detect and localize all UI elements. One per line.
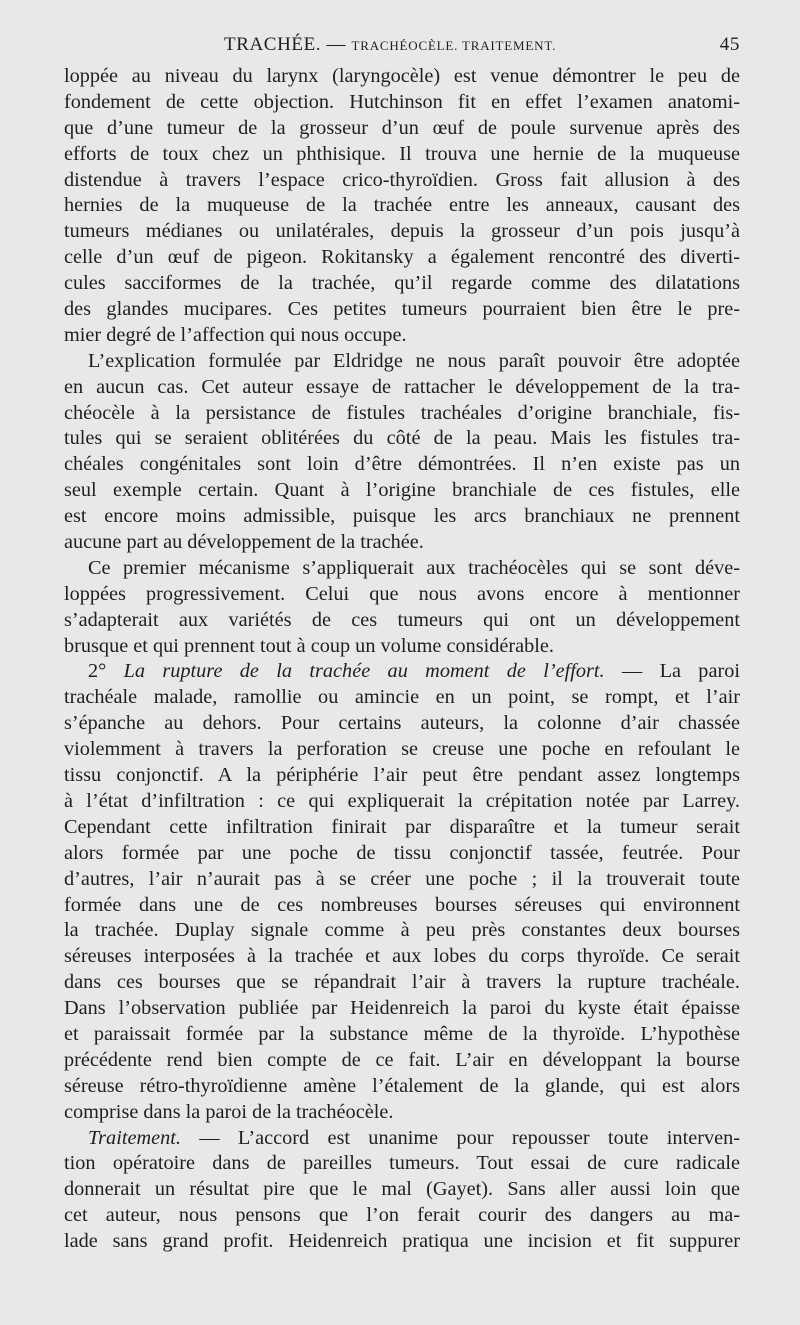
text-line: à l’état d’infiltration : ce qui expliquerait la crépitation notée par Larrey. [64, 789, 740, 812]
text-line: tumeurs médianes ou unilatérales, depuis la grosseur d’un pois jusqu’à [64, 220, 740, 243]
text-line: seul exemple certain. Quant à l’origine branchiale de ces fistules, elle [64, 479, 740, 502]
text-line: cules sacciformes de la trachée, qu’il regarde comme des dilatations [64, 272, 740, 295]
header-title-sub: TRACHÉOCÈLE. TRAITEMENT. [351, 38, 557, 53]
text-line: précédente rend bien compte de ce fait. L’air en développant la bourse [64, 1048, 740, 1071]
body-text [64, 64, 740, 1255]
text-line: loppée au niveau du larynx (laryngocèle) est venue démontrer le peu de [64, 65, 740, 87]
text-line: d’autres, l’air n’aurait pas à se créer une poche ; il la trouverait toute [64, 867, 740, 890]
text-line: efforts de toux chez un phthisique. Il trouva une hernie de la muqueuse [64, 142, 740, 165]
text-line: séreuse rétro-thyroïdienne amène l’étalement de la glande, qui est alors [64, 1074, 740, 1097]
section-heading-italic: La rupture de la trachée au moment de l’effort. [123, 660, 605, 683]
text-line: est encore moins admissible, puisque les arcs branchiaux ne prennent [64, 505, 740, 528]
running-header [64, 30, 740, 62]
text-line: formée dans une de ces nombreuses bourses séreuses qui environnent [64, 893, 740, 916]
text-line: tion opératoire dans de pareilles tumeurs. Tout essai de cure radicale [64, 1152, 740, 1175]
text-line: fondement de cette objection. Hutchinson fit en effet l’examen anatomi- [64, 90, 740, 113]
text-line: violemment à travers la perforation se creuse une poche en refoulant le [64, 738, 740, 761]
section-heading-italic: Traitement. [88, 1126, 181, 1149]
text-line: L’explication formulée par Eldridge ne nous paraît pouvoir être adoptée [88, 349, 740, 372]
running-title [224, 34, 556, 56]
text-line: tissu conjonctif. A la périphérie l’air peut être pendant assez longtemps [64, 764, 740, 787]
text-line: Dans l’observation publiée par Heidenreich la paroi du kyste était épaisse [64, 997, 740, 1020]
line-text-pre: 2° [88, 660, 124, 683]
text-line: lade sans grand profit. Heidenreich pratiqua une incision et fit suppurer [64, 1230, 740, 1253]
text-line: hernies de la muqueuse de la trachée entre les anneaux, causant des [64, 194, 740, 217]
text-line [64, 1126, 740, 1152]
text-line: des glandes mucipares. Ces petites tumeurs pourraient bien être le pre- [64, 298, 740, 321]
text-line: donnerait un résultat pire que le mal (Gayet). Sans aller aussi loin que [64, 1178, 740, 1201]
text-line: cet auteur, nous pensons que l’on ferait courir des dangers au ma- [64, 1204, 740, 1227]
text-line: alors formée par une poche de tissu conjonctif tassée, feutrée. Pour [64, 841, 740, 864]
line-text-post: — L’accord est unanime pour repousser toute interven- [180, 1126, 740, 1149]
text-line: brusque et qui prennent tout à coup un volume considérable. [64, 634, 554, 657]
text-line: chéocèle à la persistance de fistules trachéales d’origine branchiale, fis- [64, 401, 740, 424]
text-line: dans ces bourses que se répandrait l’air à travers la rupture trachéale. [64, 971, 740, 994]
header-title-main: TRACHÉE. [224, 34, 322, 55]
text-line: la trachée. Duplay signale comme à peu près constantes deux bourses [64, 919, 740, 942]
text-line: tules qui se seraient oblitérées du côté de la peau. Mais les fistules tra- [64, 427, 740, 450]
text-line: trachéale malade, ramollie ou amincie en un point, se rompt, et l’air [64, 686, 740, 709]
text-line: Ce premier mécanisme s’appliquerait aux trachéocèles qui se sont déve- [88, 556, 740, 579]
text-line: et paraissait formée par la substance même de la thyroïde. L’hypothèse [64, 1022, 740, 1045]
text-line [64, 659, 740, 685]
page-number: 45 [719, 34, 740, 55]
text-line: s’épanche au dehors. Pour certains auteurs, la colonne d’air chassée [64, 712, 740, 735]
text-line: Cependant cette infiltration finirait par disparaître et la tumeur serait [64, 815, 740, 838]
text-line: que d’une tumeur de la grosseur d’un œuf de poule survenue après des [64, 116, 740, 139]
text-line: en aucun cas. Cet auteur essaye de rattacher le développement de la tra- [64, 375, 740, 398]
text-line: s’adapterait aux variétés de ces tumeurs qui ont un développement [64, 608, 740, 631]
text-line: séreuses interposées à la trachée et aux lobes du corps thyroïde. Ce serait [64, 945, 740, 968]
text-line: aucune part au développement de la trachée. [64, 531, 424, 554]
text-line: distendue à travers l’espace crico-thyroïdien. Gross fait allusion à des [64, 168, 740, 191]
line-text-post: — La paroi [604, 660, 740, 683]
text-line: mier degré de l’affection qui nous occupe. [64, 323, 407, 346]
text-line: chéales congénitales sont loin d’être démontrées. Il n’en existe pas un [64, 453, 740, 476]
text-line: celle d’un œuf de pigeon. Rokitansky a également rencontré des diverti- [64, 246, 740, 269]
text-line: loppées progressivement. Celui que nous avons encore à mentionner [64, 582, 740, 605]
header-dash: — [326, 34, 347, 55]
text-line: comprise dans la paroi de la trachéocèle. [64, 1100, 394, 1123]
